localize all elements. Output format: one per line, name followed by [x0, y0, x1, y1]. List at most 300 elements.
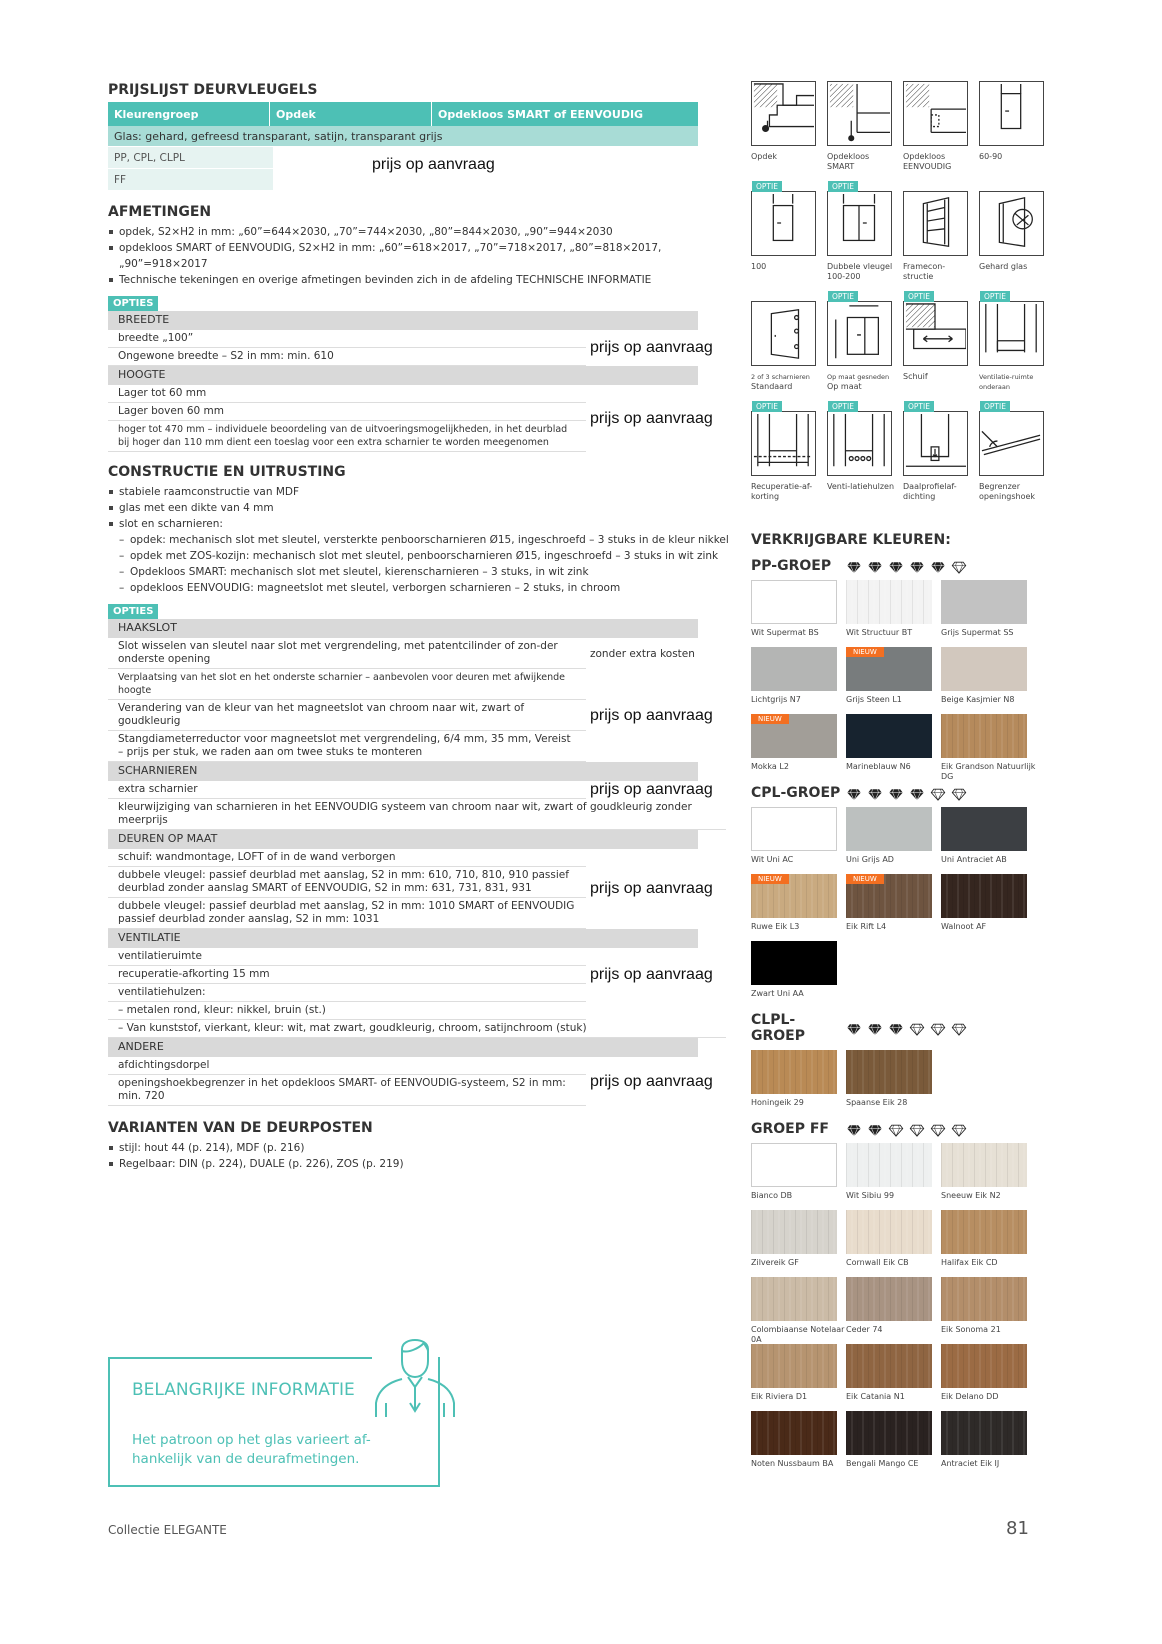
colors-title: VERKRIJGBARE KLEUREN: — [751, 532, 951, 548]
option-row: Slot wisselen van sleutel naar slot met vergrendeling, met patentcilinder of zon-der onderste opening — [108, 638, 586, 669]
new-badge: NIEUW — [751, 874, 789, 884]
swatch-name: Grijs Steen L1 — [846, 695, 902, 704]
swatch-name: Colombiaanse Notelaar 0A — [751, 1325, 845, 1344]
swatch-name: Mokka L2 — [751, 762, 789, 771]
swatch-name: Bengali Mango CE — [846, 1459, 919, 1468]
option-row: Verandering van de kleur van het magneetslot van chroom naar wit, zwart of goudkleurig — [108, 700, 586, 731]
color-swatch — [751, 874, 846, 941]
list-item: opdek, S2×H2 in mm: „60”=644×2030, „70”=744×2030, „80”=844×2030, „90”=944×2030 — [108, 224, 733, 240]
icon-label-text: Venti-latiehulzen — [827, 482, 895, 491]
color-group-header — [751, 785, 1051, 801]
optie-badge: OPTIE — [752, 181, 782, 192]
icon-label — [979, 372, 1049, 392]
icon-cell — [827, 292, 897, 392]
column-header: Opdekloos SMART of EENVOUDIG — [438, 107, 644, 121]
swatch-name: Lichtgrijs N7 — [751, 695, 801, 704]
group-cell: FF — [108, 169, 273, 190]
color-group-header — [751, 1012, 1051, 1044]
color-swatch — [941, 874, 1036, 941]
list-item: – Opdekloos SMART: mechanisch slot met sleutel, kierenscharnieren – 3 stuks, in wit zink — [108, 564, 733, 580]
options-label: OPTIES — [108, 296, 158, 311]
list-item: stijl: hout 44 (p. 214), MDF (p. 216) — [108, 1140, 733, 1156]
varianten-title: VARIANTEN VAN DE DEURPOSTEN — [108, 1120, 373, 1136]
color-group-name: CLPL-GROEP — [751, 1012, 805, 1044]
table-header — [108, 102, 698, 126]
diamond-outline-icon — [950, 558, 968, 574]
swatch-name: Wit Supermat BS — [751, 628, 819, 637]
icon-frame — [979, 292, 1044, 366]
icon-cell — [903, 81, 973, 172]
icon-cell — [751, 81, 821, 162]
door-100-icon — [752, 192, 814, 254]
swatch-grid — [751, 807, 1051, 1008]
group-cell: PP, CPL, CLPL — [108, 147, 273, 168]
option-row: recuperatie-afkorting 15 mm — [108, 966, 586, 984]
swatch-sample — [846, 714, 932, 758]
advisor-person-icon — [372, 1331, 458, 1421]
color-swatch — [941, 1411, 1036, 1478]
color-group-name: PP-GROEP — [751, 558, 832, 574]
info-text: Het patroon op het glas varieert af-hankelijk van de deurafmetingen. — [132, 1432, 371, 1467]
option-price: prijs op aanvraag — [590, 781, 713, 798]
option-group — [108, 929, 733, 1038]
swatch-name: Eik Sonoma 21 — [941, 1325, 1001, 1334]
icon-frame — [903, 292, 968, 366]
swatch-sample — [846, 1277, 932, 1321]
options-label: OPTIES — [108, 604, 158, 619]
swatch-sample — [751, 1277, 837, 1321]
color-swatch — [751, 1411, 846, 1478]
color-swatch — [846, 1210, 941, 1277]
color-swatch — [751, 1344, 846, 1411]
icon-cell — [827, 81, 897, 172]
diamond-outline-icon — [929, 1020, 947, 1036]
icon-cell — [903, 402, 973, 502]
option-group-header: SCHARNIEREN — [108, 762, 698, 781]
diamond-filled-icon — [887, 785, 905, 801]
pricelist-title: PRIJSLIJST DEURVLEUGELS — [108, 82, 318, 98]
info-box — [108, 1357, 440, 1487]
optie-badge: OPTIE — [904, 291, 934, 302]
color-swatch — [941, 647, 1036, 714]
diamond-filled-icon — [866, 785, 884, 801]
icon-frame — [903, 402, 968, 476]
swatch-name: Uni Antraciet AB — [941, 855, 1007, 864]
icon-frame — [979, 81, 1044, 146]
diamond-filled-icon — [845, 785, 863, 801]
icon-frame — [827, 81, 892, 146]
icon-label — [751, 482, 821, 502]
afmetingen-title: AFMETINGEN — [108, 204, 212, 220]
option-group — [108, 311, 733, 366]
icon-cell — [979, 292, 1049, 392]
diamond-outline-icon — [950, 785, 968, 801]
swatch-sample — [846, 874, 932, 918]
icon-label-text: 60-90 — [979, 152, 1003, 161]
icon-label — [979, 482, 1049, 502]
list-item: Regelbaar: DIN (p. 224), DUALE (p. 226), ZOS (p. 219) — [108, 1156, 733, 1172]
list-item: Technische tekeningen en overige afmetingen bevinden zich in de afdeling TECHNISCHE INFORMATIE — [108, 272, 733, 288]
swatch-name: Sneeuw Eik N2 — [941, 1191, 1001, 1200]
swatch-name: Eik Catania N1 — [846, 1392, 905, 1401]
diamond-filled-icon — [908, 785, 926, 801]
swatch-name: Wit Sibiu 99 — [846, 1191, 895, 1200]
icon-label — [827, 372, 897, 392]
option-row: dubbele vleugel: passief deurblad met aanslag, S2 in mm: 1010 SMART of EENVOUDIG passief deurblad zonder aanslag, S2 in mm: 1031 — [108, 898, 586, 929]
icon-label-text: Schuif — [903, 372, 928, 381]
color-swatch — [751, 1210, 846, 1277]
swatch-name: Marineblauw N6 — [846, 762, 911, 771]
option-row: dubbele vleugel: passief deurblad met aanslag, S2 in mm: 610, 710, 810, 910 passief deurblad zonder aanslag SMART of EENVOUDIG, S2 in mm: 631, 731, 831, 931 — [108, 867, 586, 898]
swatch-name: Grijs Supermat SS — [941, 628, 1014, 637]
color-swatch — [846, 647, 941, 714]
diamond-filled-icon — [845, 558, 863, 574]
opdekloos-eenvoudig-icon — [904, 82, 966, 144]
opdekloos-smart-icon — [828, 82, 890, 144]
color-swatch — [846, 580, 941, 647]
column-header: Opdek — [270, 102, 432, 126]
option-row: breedte „100” — [108, 330, 586, 348]
icon-frame — [827, 182, 892, 256]
icon-label — [751, 152, 821, 162]
optie-badge: OPTIE — [980, 401, 1010, 412]
ventilation-sleeves-icon — [828, 412, 890, 474]
glass-row: Glas: gehard, gefreesd transparant, satijn, transparant grijs — [108, 126, 698, 146]
color-group-header — [751, 1121, 1051, 1137]
diamond-filled-icon — [887, 558, 905, 574]
icon-label — [903, 482, 973, 502]
icon-frame — [827, 402, 892, 476]
color-swatch — [751, 1050, 846, 1117]
diamond-filled-icon — [929, 558, 947, 574]
swatch-grid — [751, 580, 1051, 781]
option-row: extra scharnier — [108, 781, 586, 799]
new-badge: NIEUW — [846, 647, 884, 657]
swatch-sample — [846, 580, 932, 624]
color-swatch — [846, 1411, 941, 1478]
diamond-outline-icon — [908, 1121, 926, 1137]
diamond-filled-icon — [887, 1020, 905, 1036]
color-swatch — [846, 1050, 941, 1117]
icon-cell — [827, 182, 897, 282]
list-item: stabiele raamconstructie van MDF — [108, 484, 733, 500]
color-swatch — [941, 714, 1036, 781]
drop-seal-icon — [904, 412, 966, 474]
optie-badge: OPTIE — [752, 401, 782, 412]
swatch-sample — [751, 580, 837, 624]
color-swatch — [751, 714, 846, 781]
color-swatch — [846, 1344, 941, 1411]
option-group — [108, 762, 733, 830]
list-item: glas met een dikte van 4 mm — [108, 500, 733, 516]
color-swatch — [751, 1143, 846, 1210]
icon-label-text: Opdekloos EENVOUDIG — [903, 152, 952, 171]
swatch-sample — [846, 1210, 932, 1254]
icon-label-text: Opdek — [751, 152, 778, 161]
price-table — [108, 102, 698, 190]
swatch-sample — [846, 1411, 932, 1455]
option-row: Lager boven 60 mm — [108, 403, 586, 421]
swatch-sample — [751, 1411, 837, 1455]
color-swatch — [751, 580, 846, 647]
icon-cell — [751, 402, 821, 502]
new-badge: NIEUW — [751, 714, 789, 724]
icon-cell — [903, 292, 973, 382]
option-group — [108, 830, 733, 929]
swatch-sample — [941, 1143, 1027, 1187]
icon-cell — [979, 191, 1049, 272]
info-title: BELANGRIJKE INFORMATIE — [132, 1380, 355, 1400]
icon-frame — [751, 301, 816, 366]
icon-frame — [903, 81, 968, 146]
icon-cell — [903, 191, 973, 282]
icon-label-text: Framecon-structie — [903, 262, 946, 281]
option-row: openingshoekbegrenzer in het opdekloos SMART- of EENVOUDIG-systeem, S2 in mm: min. 720 — [108, 1075, 586, 1106]
swatch-name: Spaanse Eik 28 — [846, 1098, 908, 1107]
swatch-name: Eik Grandson Natuurlijk DG — [941, 762, 1036, 781]
option-group-header: HAAKSLOT — [108, 619, 698, 638]
color-group-name: CPL-GROEP — [751, 785, 841, 801]
diamond-filled-icon — [845, 1020, 863, 1036]
swatch-sample — [751, 1210, 837, 1254]
option-group-header: VENTILATIE — [108, 929, 698, 948]
swatch-name: Eik Rift L4 — [846, 922, 887, 931]
icon-cell — [979, 81, 1049, 162]
double-door-icon — [828, 192, 890, 254]
option-price: prijs op aanvraag — [590, 880, 713, 897]
swatch-name: Ruwe Eik L3 — [751, 922, 800, 931]
color-swatch — [941, 580, 1036, 647]
swatch-sample — [846, 1344, 932, 1388]
recuperation-icon — [752, 412, 814, 474]
swatch-grid — [751, 1050, 1051, 1117]
swatch-name: Noten Nussbaum BA — [751, 1459, 834, 1468]
option-group-header: DEUREN OP MAAT — [108, 830, 698, 849]
swatch-name: Zilvereik GF — [751, 1258, 799, 1267]
swatch-sample — [941, 580, 1027, 624]
optie-badge: OPTIE — [828, 401, 858, 412]
color-swatch — [941, 1210, 1036, 1277]
constructie-list — [108, 484, 733, 596]
optie-badge: OPTIE — [828, 291, 858, 302]
icon-frame — [979, 402, 1044, 476]
angle-limiter-icon — [980, 412, 1042, 474]
icon-frame — [827, 292, 892, 366]
list-item: opdekloos SMART of EENVOUDIG, S2×H2 in mm: „60”=618×2017, „70”=718×2017, „80”=818×2017, „90”=918×2017 — [108, 240, 733, 272]
option-group-header: HOOGTE — [108, 366, 698, 385]
color-swatch — [941, 1344, 1036, 1411]
option-row: schuif: wandmontage, LOFT of in de wand verborgen — [108, 849, 586, 867]
options-table — [108, 619, 733, 1106]
option-price: prijs op aanvraag — [590, 1072, 713, 1090]
icon-sublabel: Ventilatie-ruimte onderaan — [979, 373, 1034, 391]
swatch-name: Halifax Eik CD — [941, 1258, 998, 1267]
swatch-sample — [751, 647, 837, 691]
icon-cell — [751, 182, 821, 272]
optie-badge: OPTIE — [980, 291, 1010, 302]
icon-label — [979, 262, 1049, 272]
diamond-outline-icon — [950, 1020, 968, 1036]
color-group-name: GROEP FF — [751, 1121, 829, 1137]
diamond-outline-icon — [887, 1121, 905, 1137]
color-swatch — [846, 714, 941, 781]
option-row: – Van kunststof, vierkant, kleur: wit, mat zwart, goudkleurig, chroom, satijnchroom (stuk) — [108, 1020, 726, 1038]
icon-sublabel: Op maat gesneden — [827, 373, 890, 381]
list-item: – opdek: mechanisch slot met sleutel, versterkte penboorscharnieren Ø15, ingeschroefd – 3 stuks in de kleur nikkel — [108, 532, 733, 548]
swatch-name: Eik Riviera D1 — [751, 1392, 808, 1401]
option-row: Lager tot 60 mm — [108, 385, 586, 403]
collection-name: Collectie ELEGANTE — [108, 1523, 227, 1537]
color-swatch — [941, 807, 1036, 874]
sliding-icon — [904, 302, 966, 364]
tempered-glass-icon — [980, 192, 1042, 254]
icon-label — [827, 152, 897, 172]
swatch-sample — [751, 1344, 837, 1388]
swatch-sample — [751, 714, 837, 758]
option-row: – metalen rond, kleur: nikkel, bruin (st.) — [108, 1002, 586, 1020]
swatch-sample — [941, 714, 1027, 758]
icon-label — [827, 262, 897, 282]
custom-size-icon — [828, 302, 890, 364]
swatch-name: Bianco DB — [751, 1191, 793, 1200]
swatch-sample — [941, 807, 1027, 851]
door-60-90-icon — [980, 82, 1042, 144]
diamond-outline-icon — [929, 785, 947, 801]
swatch-sample — [751, 1143, 837, 1187]
hinges-icon — [752, 302, 814, 364]
diamond-filled-icon — [845, 1121, 863, 1137]
icon-label-text: Begrenzer openingshoek — [979, 482, 1036, 501]
swatch-sample — [846, 1143, 932, 1187]
option-price: prijs op aanvraag — [590, 706, 713, 724]
swatch-sample — [751, 874, 837, 918]
new-badge: NIEUW — [846, 874, 884, 884]
option-row: afdichtingsdorpel — [108, 1057, 586, 1075]
color-swatch — [751, 807, 846, 874]
icon-label-text: Standaard — [751, 382, 793, 391]
color-swatch — [846, 1277, 941, 1344]
frame-construction-icon — [904, 192, 966, 254]
option-row: ventilatieruimte — [108, 948, 586, 966]
option-row: Ongewone breedte – S2 in mm: min. 610 — [108, 348, 586, 366]
option-group-header: ANDERE — [108, 1038, 698, 1057]
icon-label — [751, 372, 821, 392]
icon-label — [827, 482, 897, 492]
swatch-sample — [941, 874, 1027, 918]
option-row: ventilatiehulzen: — [108, 984, 586, 1002]
color-swatch — [846, 807, 941, 874]
icon-cell — [827, 402, 897, 492]
color-group-header — [751, 558, 1051, 574]
icon-cell — [979, 402, 1049, 502]
price-value: prijs op aanvraag — [372, 156, 495, 173]
swatch-name: Cornwall Eik CB — [846, 1258, 909, 1267]
swatch-sample — [846, 647, 932, 691]
swatch-sample — [751, 941, 837, 985]
icon-label — [903, 372, 973, 382]
icon-label-text: Op maat — [827, 382, 862, 391]
icon-frame — [903, 191, 968, 256]
swatch-name: Wit Uni AC — [751, 855, 794, 864]
option-price: prijs op aanvraag — [590, 966, 713, 983]
swatch-name: Beige Kasjmier N8 — [941, 695, 1015, 704]
icon-frame — [751, 81, 816, 146]
swatch-sample — [846, 807, 932, 851]
color-swatch — [846, 874, 941, 941]
afmetingen-list — [108, 224, 733, 288]
option-group — [108, 619, 733, 762]
option-group-header: BREEDTE — [108, 311, 698, 330]
available-colors — [751, 532, 1051, 1478]
option-row: kleurwijziging van scharnieren in het EENVOUDIG systeem van chroom naar wit, zwart of goudkleurig zonder meerprijs — [108, 799, 726, 830]
swatch-name: Honingeik 29 — [751, 1098, 804, 1107]
option-group — [108, 1038, 733, 1106]
icon-label — [751, 262, 821, 272]
diamond-filled-icon — [866, 1121, 884, 1137]
list-item: – opdekloos EENVOUDIG: magneetslot met sleutel, verborgen scharnieren – 2 stuks, in chroom — [108, 580, 733, 596]
option-row: Stangdiameterreductor voor magneetslot met vergrendeling, 6/4 mm, 35 mm, Vereist – prijs per stuk, we raden aan om twee stuks te monteren — [108, 731, 586, 762]
swatch-sample — [751, 1050, 837, 1094]
diamond-outline-icon — [950, 1121, 968, 1137]
swatch-name: Eik Delano DD — [941, 1392, 999, 1401]
icon-label-text: 100 — [751, 262, 767, 271]
diamond-filled-icon — [866, 1020, 884, 1036]
icon-sublabel: 2 of 3 scharnieren — [751, 373, 810, 381]
color-swatch — [941, 1277, 1036, 1344]
swatch-name: Antraciet Eik IJ — [941, 1459, 1000, 1468]
icon-label — [903, 152, 973, 172]
color-swatch — [751, 1277, 846, 1344]
varianten-list — [108, 1140, 733, 1172]
icon-frame — [751, 182, 816, 256]
swatch-grid — [751, 1143, 1051, 1478]
diamond-outline-icon — [908, 1020, 926, 1036]
options-table — [108, 311, 733, 452]
option-row: hoger tot 470 mm – individuele beoordeling van de uitvoeringsmogelijkheden, in het deurblad bij hoger dan 110 mm dient een toeslag voor een extra scharnier te worden meegenomen — [108, 421, 586, 452]
option-price: zonder extra kosten — [590, 647, 695, 660]
page-number: 81 — [1006, 1518, 1029, 1539]
swatch-sample — [941, 1277, 1027, 1321]
option-price: prijs op aanvraag — [590, 409, 713, 427]
swatch-name: Uni Grijs AD — [846, 855, 894, 864]
opdek-icon — [752, 82, 814, 144]
swatch-name: Ceder 74 — [846, 1325, 883, 1334]
swatch-sample — [941, 1210, 1027, 1254]
option-price: prijs op aanvraag — [590, 339, 713, 356]
icon-label-text: Recuperatie-af-korting — [751, 482, 813, 501]
icon-frame — [979, 191, 1044, 256]
icon-frame — [751, 402, 816, 476]
list-item: slot en scharnieren: — [108, 516, 733, 532]
swatch-name: Wit Structuur BT — [846, 628, 913, 637]
swatch-sample — [941, 1344, 1027, 1388]
icon-label-text: Opdekloos SMART — [827, 152, 870, 171]
column-header: Kleurengroep — [108, 102, 270, 126]
color-swatch — [751, 941, 846, 1008]
swatch-sample — [751, 807, 837, 851]
swatch-sample — [941, 1411, 1027, 1455]
diamond-filled-icon — [866, 558, 884, 574]
icon-label — [979, 152, 1049, 162]
icon-cell — [751, 301, 821, 392]
swatch-name: Zwart Uni AA — [751, 989, 804, 998]
color-swatch — [751, 647, 846, 714]
swatch-name: Walnoot AF — [941, 922, 987, 931]
diamond-outline-icon — [929, 1121, 947, 1137]
optie-badge: OPTIE — [828, 181, 858, 192]
icon-label-text: Daalprofielaf-dichting — [903, 482, 957, 501]
color-swatch — [846, 1143, 941, 1210]
